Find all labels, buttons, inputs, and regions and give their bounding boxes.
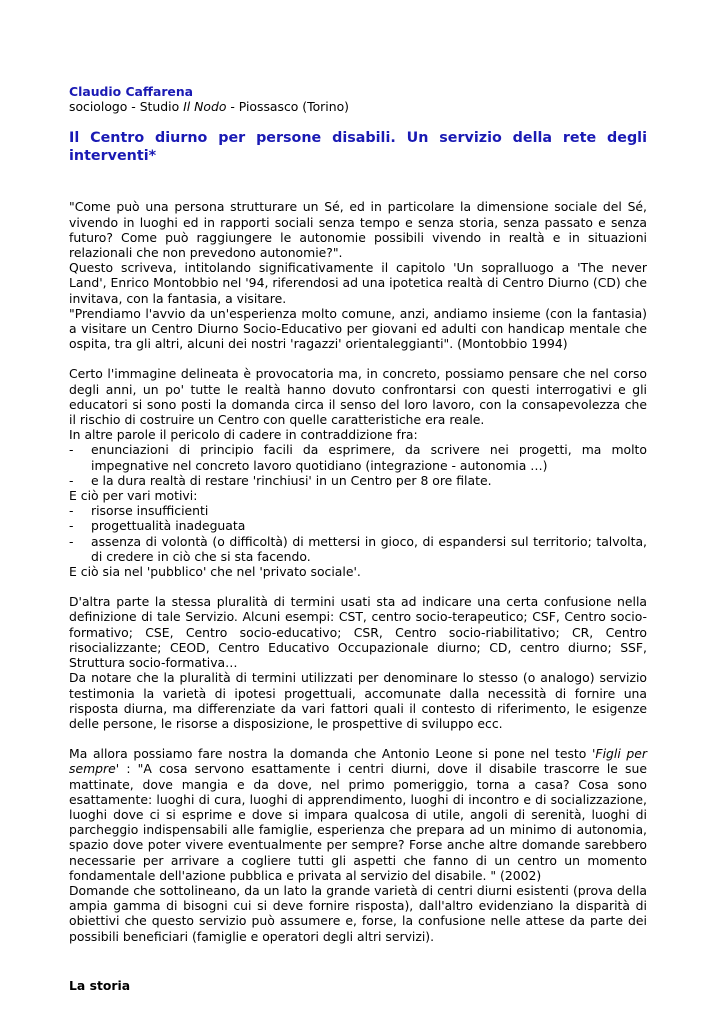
leone-book-title: 'Figli per sempre' [69, 746, 648, 777]
affiliation-studio-name: Il Nodo [183, 99, 227, 115]
paragraph-terminology: D'altra parte la stessa pluralità di termini usati sta ad indicare una certa confusione nella definizione di tale Servizio. Alcuni esempi: CST, centro socio-terapeutico; CSF, Centro socio-formativo; CSE, Centro socio-educativo; CSR, Centro socio-riabilitativo; CR, Centro risocializzante; CEOD, Centro Educativo Occupazionale diurno; CD, centro diurno; SSF, Struttura socio-formativa… [69, 594, 647, 671]
paragraph-reasons-intro: E ciò per vari motivi: [69, 488, 198, 504]
list-item: - risorse insufficienti [69, 503, 647, 518]
list-item: - enunciazioni di principio facili da esprimere, da scrivere nei progetti, ma molto impegnative nel concreto lavoro quotidiano (integrazione - autonomia …) [69, 442, 647, 472]
paragraph-contradiction-intro: In altre parole il pericolo di cadere in contraddizione fra: [69, 427, 418, 443]
list-item: - assenza di volontà (o difficoltà) di mettersi in gioco, di espandersi sul territorio; talvolta, di credere in ciò che si sta facendo. [69, 534, 647, 564]
affiliation-post: - Piossasco (Torino) [226, 99, 349, 115]
author-affiliation [69, 99, 647, 114]
list-item: - progettualità inadeguata [69, 518, 647, 533]
document-title: Il Centro diurno per persone disabili. Un servizio della rete degli interventi* [69, 130, 647, 165]
paragraph-leone-question [69, 746, 647, 883]
paragraph-questions-summary: Domande che sottolineano, da un lato la grande varietà di centri diurni esistenti (prova della ampia gamma di bisogni cui si deve fornire risposta), dall'altro evidenziano la disparità di obiettivi che questo servizio può assumere e, forse, la confusione nelle attese da parte dei possibili beneficiari (famiglie e operatori degli altri servizi). [69, 882, 647, 944]
author-name: Claudio Caffarena [69, 84, 194, 99]
contradiction-list [69, 442, 647, 488]
paragraph-context: Questo scriveva, intitolando significativamente il capitolo 'Un sopralluogo a 'The never Land', Enrico Montobbio nel '94, riferendosi ad una ipotetica realtà di Centro Diurno (CD) che invitava, con la fantasia, a visitare. [69, 260, 647, 306]
reasons-list [69, 503, 647, 564]
paragraph-plurality: Da notare che la pluralità di termini utilizzati per denominare lo stesso (o analogo) servizio testimonia la varietà di ipotesi progettuali, accomunate dalla necessità di fornire una risposta diurna, ma differenziate da vari fattori quali il contesto di riferimento, le esigenze delle persone, le risorse a disposizione, le prospettive di sviluppo ecc. [69, 670, 647, 731]
paragraph-public-private: E ciò sia nel 'pubblico' che nel 'privato sociale'. [69, 564, 361, 580]
affiliation-pre: sociologo - Studio [69, 99, 184, 115]
list-item: - e la dura realtà di restare 'rinchiusi' in un Centro per 8 ore filate. [69, 473, 647, 488]
document-page [69, 84, 647, 993]
leone-quote: : "A cosa servono esattamente i centri diurni, dove il disabile trascorre le sue mattinate, dove mangia e da dove, nel primo pomeriggio, torna a casa? Cosa sono esattamente: luoghi di cura, luoghi di apprendimento, luoghi di incontro e di socializzazione, luoghi dove ci si esprime e dove si impara qualcosa di utile, angoli di serenità, luoghi di parcheggio indispensabili alle famiglie, esperienza che prepara ad un minimo di autonomia, spazio dove poter vivere eventualmente per sempre? Forse anche altre domande sarebbero necessarie per arrivare a cogliere tutti gli aspetti che fanno di un centro un momento fondamentale dell'azione pubblica e privata al servizio del disabile. " (2002) [69, 761, 647, 883]
paragraph-provocation: Certo l'immagine delineata è provocatoria ma, in concreto, possiamo pensare che nel corso degli anni, un po' tutte le realtà hanno dovuto confrontarsi con questi interrogativi e gli educatori si sono posti la domanda circa il senso del loro lavoro, con la consapevolezza che il rischio di costruire un Centro con quelle caratteristiche era reale. [69, 366, 647, 428]
paragraph-quote-second: "Prendiamo l'avvio da un'esperienza molto comune, anzi, andiamo insieme (con la fantasia) a visitare un Centro Diurno Socio-Educativo per giovani ed adulti con handicap mentale che ospita, tra gli altri, alcuni dei nostri 'ragazzi' orientaleggianti". (Montobbio 1994) [69, 305, 647, 352]
section-title-history: La storia [69, 977, 131, 993]
leone-pre: Ma allora possiamo fare nostra la domanda che Antonio Leone si pone nel testo [69, 746, 593, 762]
paragraph-quote-intro: "Come può una persona strutturare un Sé, ed in particolare la dimensione sociale del Sé, vivendo in luoghi ed in rapporti sociali senza tempo e senza storia, senza passato e senza futuro? Come può raggiungere le autonomie possibili vivendo in realtà e in situazioni relazionali che non prevedono autonomie?". [69, 199, 647, 261]
